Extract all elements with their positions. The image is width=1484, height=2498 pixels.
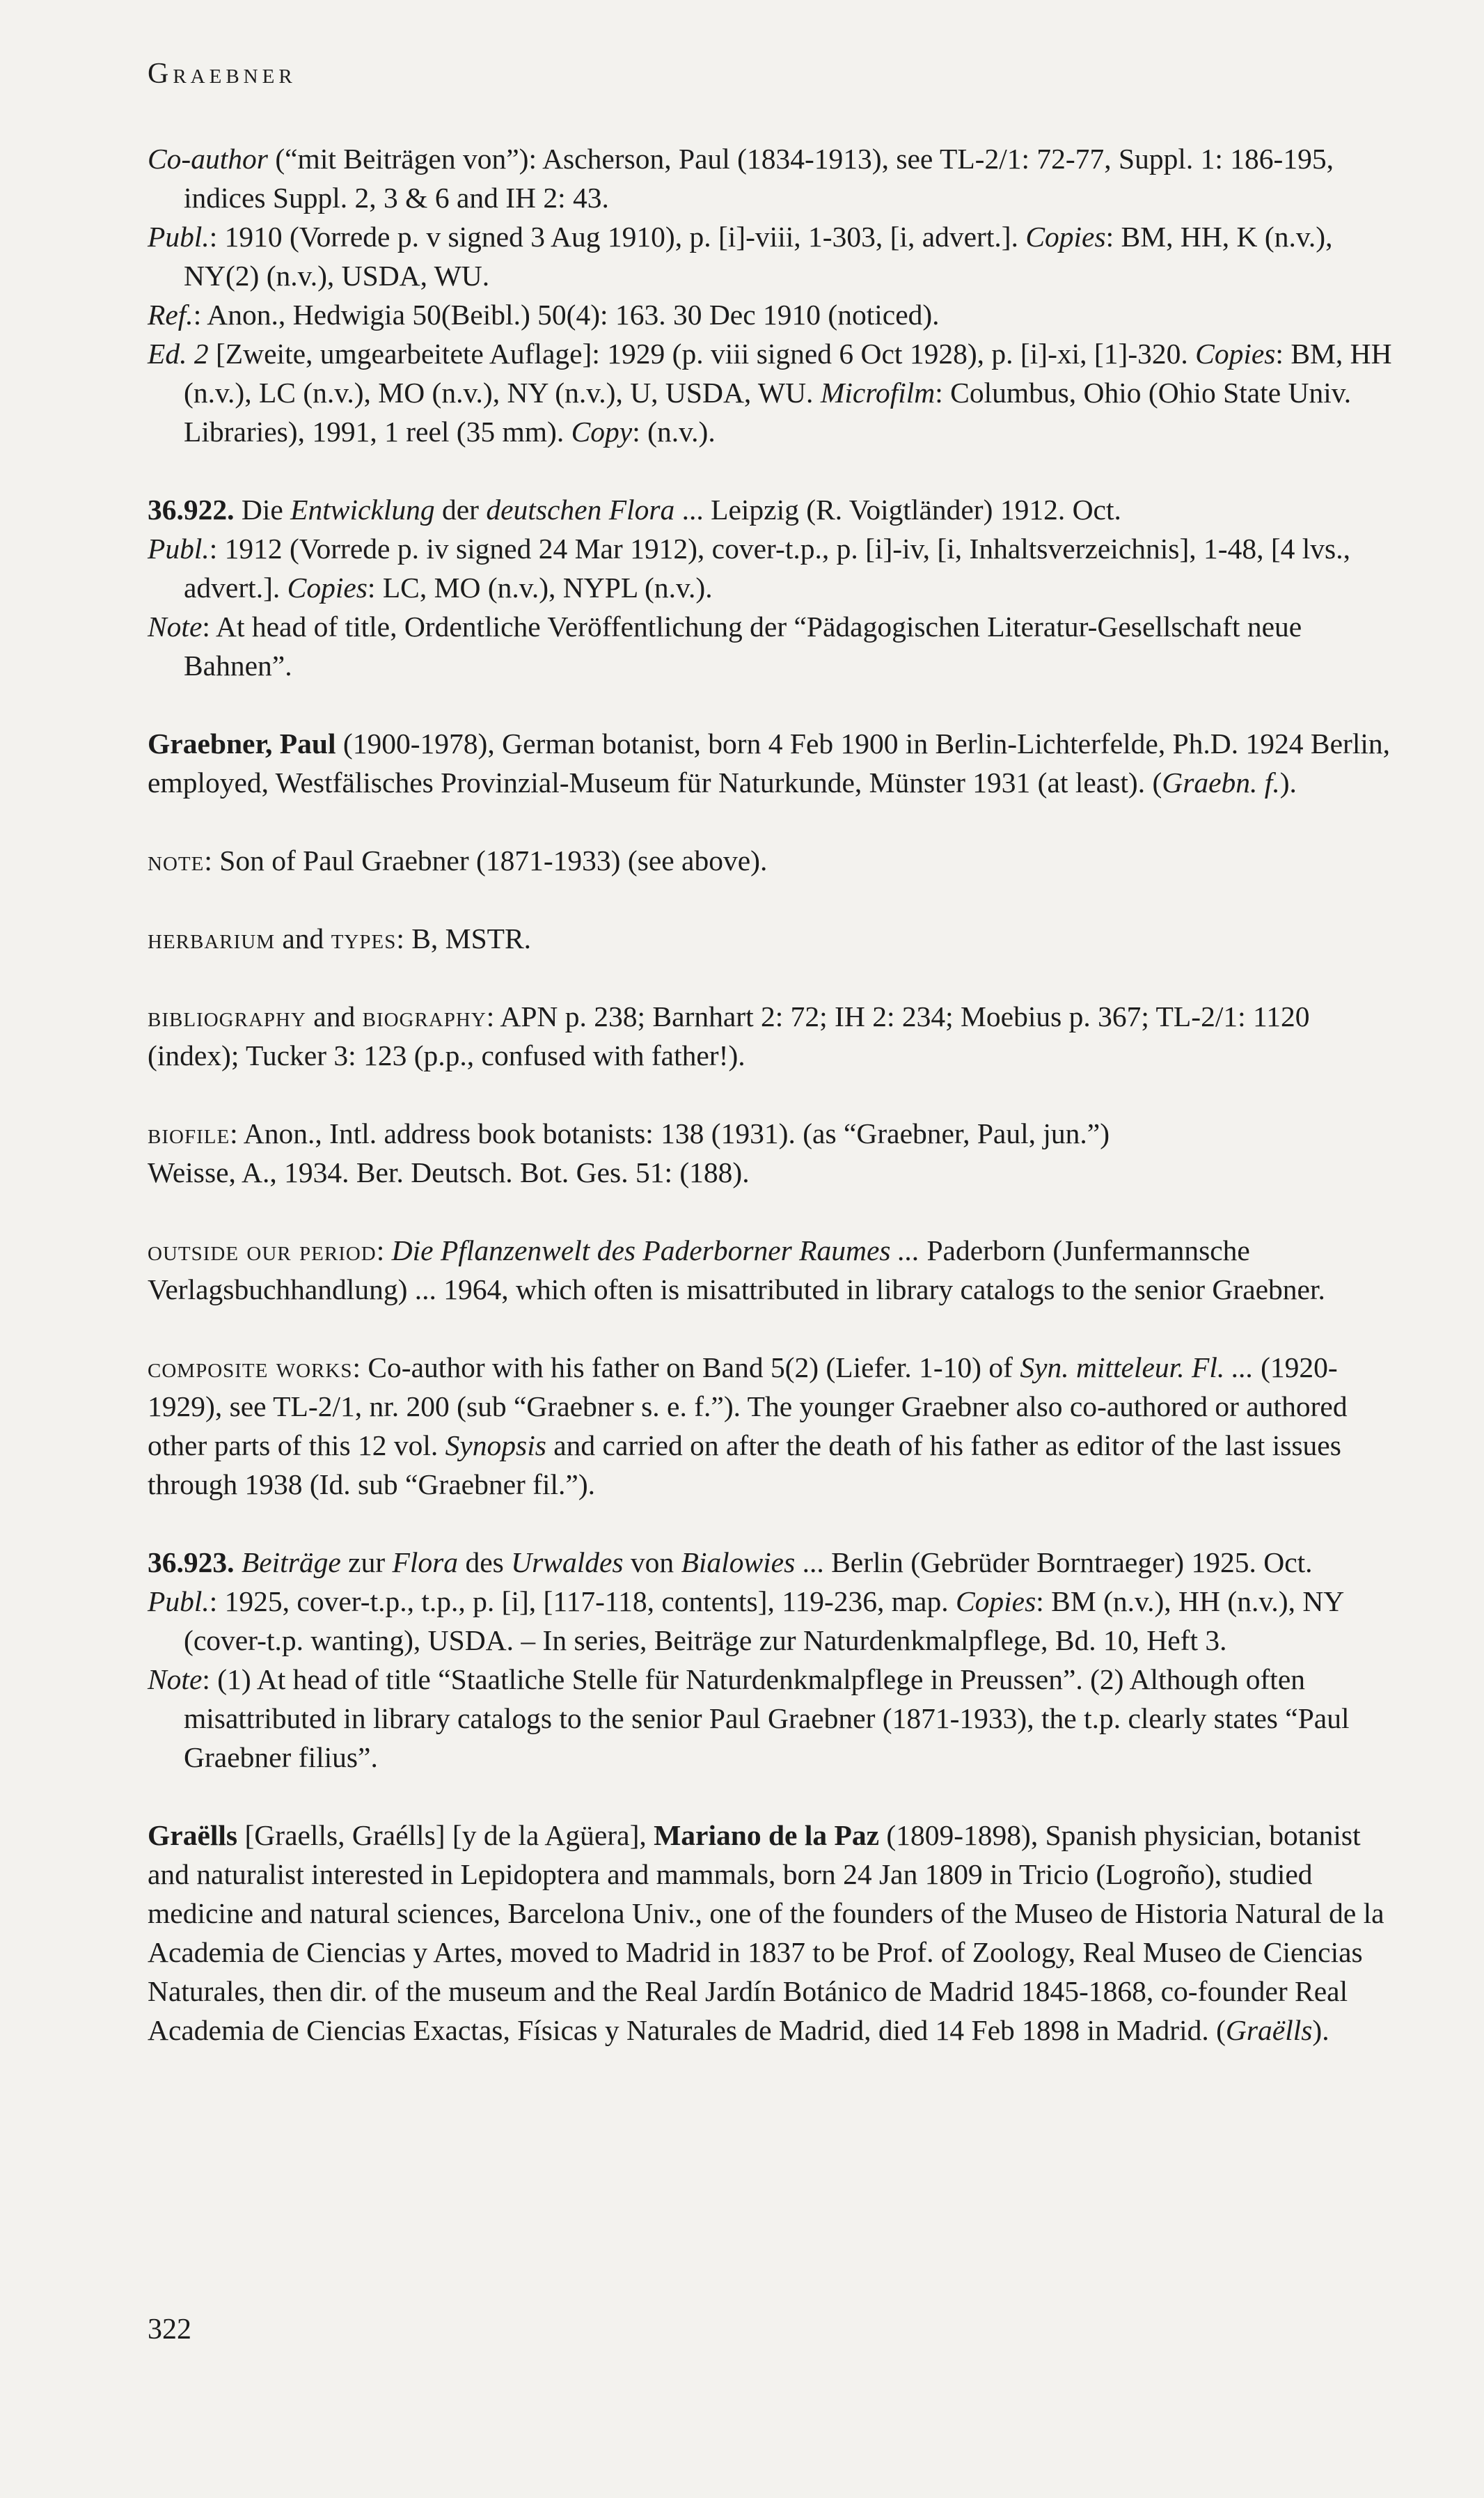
author-graebner-paul-jr — [148, 724, 1404, 802]
note-section: note: Son of Paul Graebner (1871-1933) (see above). — [148, 845, 768, 877]
coauthor-line: Co-author (“mit Beiträgen von”): Ascherson, Paul (1834-1913), see TL-2/1: 72-77, Suppl. 1: 186-195, indices Suppl. 2, 3 & 6 and IH 2: 43. — [148, 143, 1334, 214]
publ-line: Publ.: 1910 (Vorrede p. v signed 3 Aug 1910), p. [i]-viii, 1-303, [i, advert.]. Copies: BM, HH, K (n.v.), NY(2) (n.v.), USDA, WU. — [148, 221, 1333, 292]
biofile-section: biofile: Anon., Intl. address book botanists: 138 (1931). (as “Graebner, Paul, jun.”) Weisse, A., 1934. Ber. Deutsch. Bot. Ges. 51: (188). — [148, 1117, 1110, 1188]
author-bio: Graebner, Paul (1900-1978), German botanist, born 4 Feb 1900 in Berlin-Lichterfelde, Ph.D. 1924 Berlin, employed, Westfälisches Provinzial-Museum für Naturkunde, Münster 1931 (at least). (Graebn. f.). — [148, 728, 1390, 799]
running-head: Graebner — [148, 58, 297, 90]
outside-period-section: outside our period: Die Pflanzenwelt des Paderborner Raumes ... Paderborn (Junfermannsche Verlagsbuchhandlung) ... 1964, which often is misattributed in library catalogs to the senior Graebner. — [148, 1234, 1325, 1305]
entry-title: 36.922. Die Entwicklung der deutschen Flora ... Leipzig (R. Voigtländer) 1912. Oct. — [148, 494, 1121, 526]
herbarium-section: herbarium and types: B, MSTR. — [148, 922, 532, 955]
entry-continuation — [148, 139, 1404, 451]
ref-line: Ref.: Anon., Hedwigia 50(Beibl.) 50(4): 163. 30 Dec 1910 (noticed). — [148, 299, 940, 331]
author-graells — [148, 1816, 1404, 2050]
publ-line: Publ.: 1912 (Vorrede p. iv signed 24 Mar 1912), cover-t.p., p. [i]-iv, [i, Inhaltsverzeichnis], 1-48, [4 lvs., advert.]. Copies: LC, MO (n.v.), NYPL (n.v.). — [148, 533, 1350, 604]
bibliography-section: bibliography and biography: APN p. 238; Barnhart 2: 72; IH 2: 234; Moebius p. 367; TL-2/1: 1120 (index); Tucker 3: 123 (p.p., confused with father!). — [148, 1000, 1310, 1071]
publ-line: Publ.: 1925, cover-t.p., t.p., p. [i], [117-118, contents], 119-236, map. Copies: BM (n.v.), HH (n.v.), NY (cover-t.p. wanting), USDA. – In series, Beiträge zur Naturdenkmalpflege, Bd. 10, Heft 3. — [148, 1585, 1343, 1656]
page-body — [148, 139, 1404, 2089]
entry-36-923 — [148, 1543, 1404, 1777]
page-number: 322 — [148, 2314, 191, 2346]
note-line: Note: At head of title, Ordentliche Veröffentlichung der “Pädagogischen Literatur-Gesellschaft neue Bahnen”. — [148, 611, 1302, 682]
author-bio: Graëlls [Graells, Graélls] [y de la Agüera], Mariano de la Paz (1809-1898), Spanish physician, botanist and naturalist interested in Lepidoptera and mammals, born 24 Jan 1809 in Tricio (Logroño), studied medicine and natural sciences, Barcelona Univ., one of the founders of the Museo de Historia Natural de la Academia de Ciencias y Artes, moved to Madrid in 1837 to be Prof. of Zoology, Real Museo de Ciencias Naturales, then dir. of the museum and the Real Jardín Botánico de Madrid 1845-1868, co-founder Real Academia de Ciencias Exactas, Físicas y Naturales de Madrid, died 14 Feb 1898 in Madrid. (Graëlls). — [148, 1819, 1384, 2046]
note-line: Note: (1) At head of title “Staatliche Stelle für Naturdenkmalpflege in Preussen”. (2) Although often misattributed in library catalogs to the senior Paul Graebner (1871-1933), the t.p. clearly states “Paul Graebner filius”. — [148, 1663, 1350, 1773]
entry-title: 36.923. Beiträge zur Flora des Urwaldes von Bialowies ... Berlin (Gebrüder Borntraeger) 1925. Oct. — [148, 1546, 1313, 1578]
composite-works-section: composite works: Co-author with his father on Band 5(2) (Liefer. 1-10) of Syn. mitteleur. Fl. ... (1920-1929), see TL-2/1, nr. 200 (sub “Graebner s. e. f.”). The younger Graebner also co-authored or authored other parts of this 12 vol. Synopsis and carried on after the death of his father as editor of the last issues through 1938 (Id. sub “Graebner fil.”). — [148, 1351, 1348, 1500]
edition-line: Ed. 2 [Zweite, umgearbeitete Auflage]: 1929 (p. viii signed 6 Oct 1928), p. [i]-xi, [1]-320. Copies: BM, HH (n.v.), LC (n.v.), MO (n.v.), NY (n.v.), U, USDA, WU. Microfilm: Columbus, Ohio (Ohio State Univ. Libraries), 1991, 1 reel (35 mm). Copy: (n.v.). — [148, 338, 1392, 448]
entry-36-922 — [148, 490, 1404, 685]
